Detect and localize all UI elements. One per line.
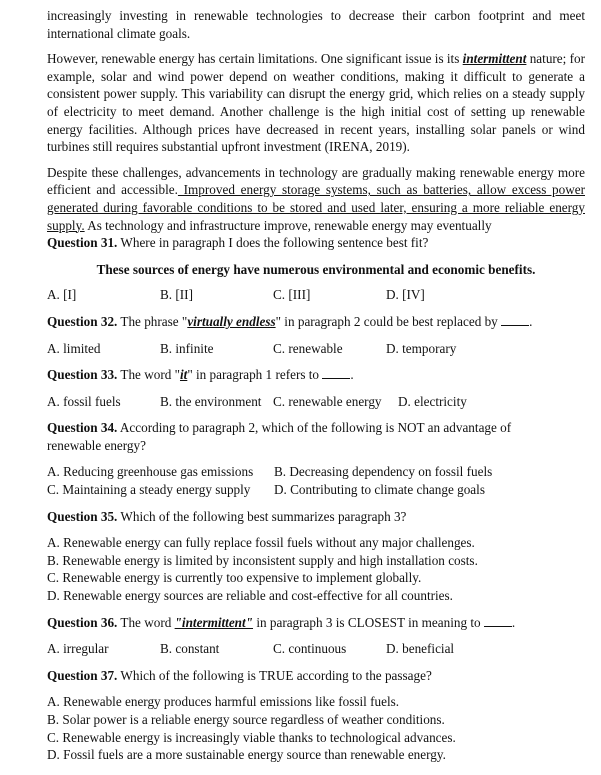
option-a[interactable]: A. irregular <box>47 641 109 657</box>
question-34-options <box>47 463 585 498</box>
question-31-text: Where in paragraph I does the following sentence best fit? <box>117 235 429 251</box>
question-35-text: Which of the following best summarizes paragraph 3? <box>117 508 407 524</box>
question-37-options <box>47 693 585 763</box>
answer-blank <box>322 366 350 379</box>
answer-blank <box>501 313 529 326</box>
question-34-text: According to paragraph 2, which of the following is NOT an advantage of renewable energy? <box>47 420 512 453</box>
option-d[interactable]: D. [IV] <box>386 287 425 303</box>
passage-paragraph-3 <box>47 164 585 234</box>
question-34 <box>47 419 585 454</box>
question-35 <box>47 508 585 526</box>
option-b[interactable]: B. infinite <box>160 340 214 356</box>
p3-underlined-sentence: Improved energy storage systems, such as batteries, allow excess power generated during favorable conditions to be stored and used later, ensuring a more reliable energy supply. <box>47 182 585 233</box>
question-37-label: Question 37. <box>47 667 118 683</box>
option-b[interactable]: B. Renewable energy is limited by inconsistent supply and high installation costs. <box>47 552 478 568</box>
option-c[interactable]: C. renewable energy <box>273 393 382 409</box>
option-b[interactable]: B. the environment <box>160 393 262 409</box>
option-b[interactable]: B. constant <box>160 641 220 657</box>
question-33-end: . <box>350 367 354 383</box>
question-32-options <box>47 340 585 358</box>
option-d[interactable]: D. electricity <box>398 393 467 409</box>
option-c[interactable]: C. renewable <box>273 340 343 356</box>
option-b[interactable]: B. [II] <box>160 287 193 303</box>
option-d[interactable]: D. beneficial <box>386 641 455 657</box>
question-33-label: Question 33. <box>47 367 118 383</box>
option-d[interactable]: D. Fossil fuels are a more sustainable energy source than renewable energy. <box>47 747 446 763</box>
question-37 <box>47 667 585 685</box>
option-d[interactable]: D. Contributing to climate change goals <box>274 482 485 498</box>
passage-paragraph-2 <box>47 50 585 156</box>
passage-paragraph-1-end: increasingly investing in renewable technologies to decrease their carbon footprint and meet international climate goals. <box>47 8 585 41</box>
option-d[interactable]: D. Renewable energy sources are reliable and cost-effective for all countries. <box>47 588 453 604</box>
question-32-end: . <box>529 313 533 329</box>
question-36-term: "intermittent" <box>174 614 254 630</box>
option-c[interactable]: C. Renewable energy is currently too expensive to implement globally. <box>47 570 422 586</box>
question-33-term: it <box>179 367 188 383</box>
option-b[interactable]: B. Solar power is a reliable energy source regardless of weather conditions. <box>47 712 445 727</box>
question-32 <box>47 313 585 331</box>
p2-term-intermittent: intermittent <box>462 51 527 67</box>
question-33-text-after: " in paragraph 1 refers to <box>187 367 320 383</box>
question-36-text-after: in paragraph 3 is CLOSEST in meaning to <box>253 614 481 630</box>
question-33 <box>47 366 585 384</box>
option-d[interactable]: D. temporary <box>386 340 457 356</box>
option-a[interactable]: A. Renewable energy produces harmful emissions like fossil fuels. <box>47 694 400 710</box>
question-32-text-after: " in paragraph 2 could be best replaced by <box>275 313 498 329</box>
question-32-text-before: The phrase " <box>117 313 188 329</box>
question-32-term: virtually endless <box>187 313 276 329</box>
option-c[interactable]: C. [III] <box>273 287 311 303</box>
option-a[interactable]: A. [I] <box>47 287 77 303</box>
question-35-options <box>47 534 585 604</box>
question-37-text: Which of the following is TRUE according to the passage? <box>117 667 432 683</box>
question-34-label: Question 34. <box>47 420 118 436</box>
p3-text-after: As technology and infrastructure improve, renewable energy may eventually <box>84 217 492 233</box>
question-33-text-before: The word " <box>117 367 180 383</box>
answer-blank <box>484 614 512 627</box>
question-35-label: Question 35. <box>47 508 118 524</box>
question-31 <box>47 234 585 252</box>
question-32-label: Question 32. <box>47 313 118 329</box>
question-33-options <box>47 393 585 411</box>
option-c[interactable]: C. Maintaining a steady energy supply <box>47 482 251 498</box>
question-36-label: Question 36. <box>47 614 118 630</box>
p2-text-before: However, renewable energy has certain limitations. One significant issue is its <box>47 51 463 67</box>
p3-text-before: Despite these challenges, advancements in technology are gradually making renewable energy more efficient and accessible. <box>47 164 585 198</box>
option-a[interactable]: A. Reducing greenhouse gas emissions <box>47 464 254 480</box>
question-36 <box>47 614 585 632</box>
question-31-label: Question 31. <box>47 235 118 251</box>
question-36-end: . <box>511 614 516 630</box>
option-c[interactable]: C. continuous <box>273 641 347 657</box>
question-31-sentence: These sources of energy have numerous environmental and economic benefits. <box>96 261 536 277</box>
question-31-options <box>47 286 585 304</box>
option-a[interactable]: A. limited <box>47 340 101 356</box>
option-a[interactable]: A. Renewable energy can fully replace fossil fuels without any major challenges. <box>47 535 475 551</box>
p2-text-after: nature; for example, solar and wind power depend on weather conditions, making it difficult to generate a consistent power supply. This variability can disrupt the energy grid, which relies on a steady supply of electricity to meet demand. Another challenge is the high initial cost of setting up renewable energy facilities. Although prices have decreased in recent years, installing solar panels or wind turbines still requires substantial upfront investment (IRENA, 2019). <box>47 51 585 155</box>
question-36-text-before: The word <box>117 614 175 630</box>
option-b[interactable]: B. Decreasing dependency on fossil fuels <box>274 464 493 480</box>
option-c[interactable]: C. Renewable energy is increasingly viable thanks to technological advances. <box>47 729 456 745</box>
question-36-options <box>47 640 585 658</box>
option-a[interactable]: A. fossil fuels <box>47 393 121 409</box>
